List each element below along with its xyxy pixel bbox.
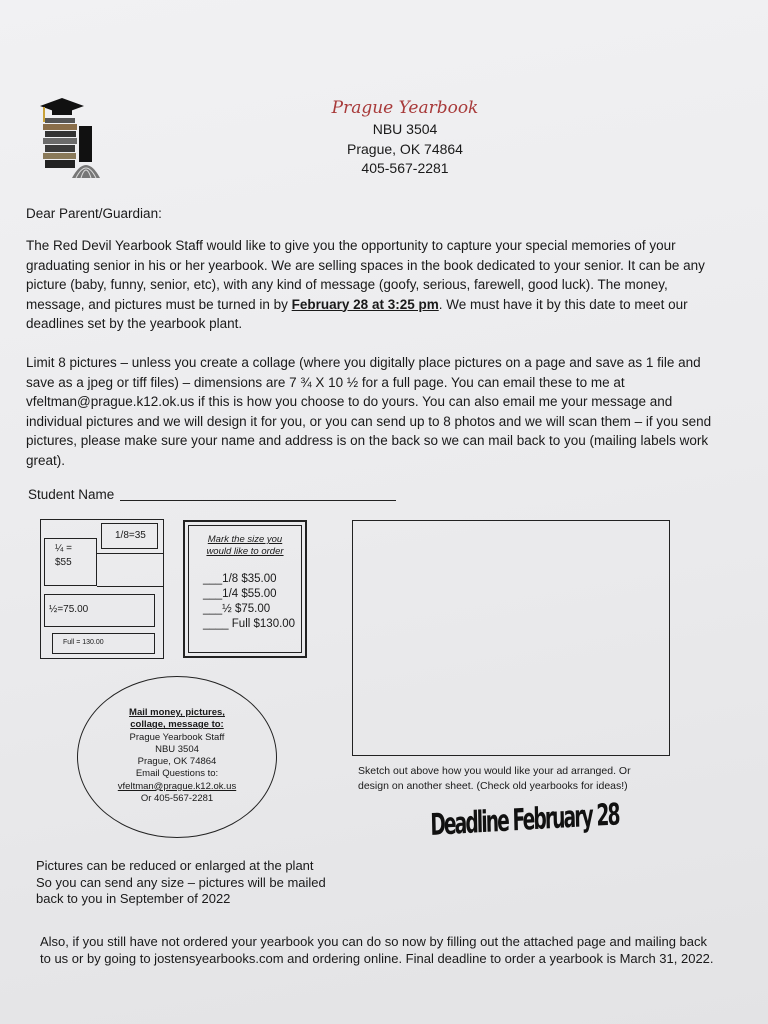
sketch-instructions: Sketch out above how you would like your ad arranged. Or design on another sheet. (Check old yearbooks for ideas!) — [358, 765, 631, 792]
mail-email-link[interactable]: vfeltman@prague.k12.ok.us — [117, 780, 237, 792]
full-page-box — [52, 633, 155, 654]
option-full[interactable]: ____ Full $130.00 — [203, 618, 296, 630]
deadline-banner: Deadline February 28 — [430, 797, 619, 843]
student-name-label: Student Name — [28, 487, 115, 502]
deadline-emphasis: February 28 at 3:25 pm — [291, 296, 439, 312]
size-order-title-2: would like to order — [206, 546, 284, 557]
pictures-note — [36, 858, 366, 908]
ad-sketch-area[interactable] — [352, 520, 670, 756]
page-size-diagram — [40, 519, 164, 659]
mail-heading-2: collage, message to: — [130, 719, 224, 731]
full-label: Full = 130.00 — [63, 639, 104, 646]
option-half[interactable]: ___½ $75.00 — [203, 603, 271, 615]
option-quarter[interactable]: ___1/4 $55.00 — [203, 588, 277, 600]
instructions-paragraph: Limit 8 pictures – unless you create a collage (where you digitally place pictures on a page and save as 1 file and save as a jpeg or tiff files) – dimensions are 7 ¾ X 10 ½ for a full page. You can email these to me at vfeltman@prague.k12.ok.us if this is how you choose to do yours. You can also email me your message and individual pictures and we will design it for you, or you can send up to 8 photos and we will scan them – if you send pictures, please make sure your name and address is on the back so we can mail back to you (mailing labels work great). — [26, 355, 712, 468]
yearbook-title: Prague Yearbook — [331, 98, 479, 118]
quarter-price: $55 — [55, 557, 72, 568]
quarter-label: ¼ = — [55, 543, 72, 554]
pictures-note-2: So you can send any size – pictures will be mailed — [36, 874, 326, 890]
size-order-title-1: Mark the size you — [207, 534, 283, 545]
graduation-books-logo — [36, 96, 106, 180]
mail-line-6: Or 405-567-2281 — [140, 793, 214, 805]
header-phone: 405-567-2281 — [361, 160, 449, 176]
divider — [97, 553, 163, 554]
option-eighth[interactable]: ___1/8 $35.00 — [203, 573, 277, 585]
student-name-field[interactable] — [120, 500, 396, 501]
pictures-note-1: Pictures can be reduced or enlarged at the plant — [36, 858, 314, 873]
intro-text-a: The Red Devil Yearbook Staff would like to give you the opportunity to capture your special memories of your graduating senior in his or her yearbook. We are selling spaces in the book dedicated to your senior. It can be any picture (baby, funny, senior, etc), with any kind of message (goofy, serious, farewell, good luck). The money, message, and pictures must be turned in by — [26, 238, 705, 312]
pictures-note-3: back to you in September of 2022 — [36, 891, 231, 906]
mail-heading-1: Mail money, pictures, — [129, 707, 225, 718]
header-city: Prague, OK 74864 — [347, 141, 463, 157]
eighth-label: 1/8=35 — [115, 530, 146, 541]
greeting: Dear Parent/Guardian: — [26, 206, 162, 221]
half-page-box — [44, 594, 155, 627]
size-order-title — [189, 534, 301, 558]
header-code: NBU 3504 — [372, 121, 438, 137]
mail-line-1: Prague Yearbook Staff — [129, 731, 225, 743]
eighth-page-box — [101, 523, 158, 549]
mail-line-4: Email Questions to: — [135, 768, 219, 780]
mail-line-2: NBU 3504 — [155, 743, 199, 755]
half-label: ½=75.00 — [49, 604, 89, 615]
order-yearbook-note: Also, if you still have not ordered your yearbook you can do so now by filling out the attached page and mailing back to us or by going to jostensyearbooks.com and ordering online. Final deadline to order a yearbook is March 31, 2022. — [40, 934, 714, 966]
intro-text-b: . We must have it by this date to meet our deadlines set by the yearbook plant. — [26, 296, 688, 331]
size-order-inner — [188, 525, 302, 653]
size-order-options — [203, 572, 295, 632]
quarter-page-box — [44, 538, 97, 586]
mailing-info — [82, 707, 272, 805]
intro-paragraph — [26, 236, 726, 334]
mail-line-3: Prague, OK 74864 — [137, 756, 217, 768]
size-order-box — [183, 520, 307, 658]
divider — [97, 586, 163, 587]
